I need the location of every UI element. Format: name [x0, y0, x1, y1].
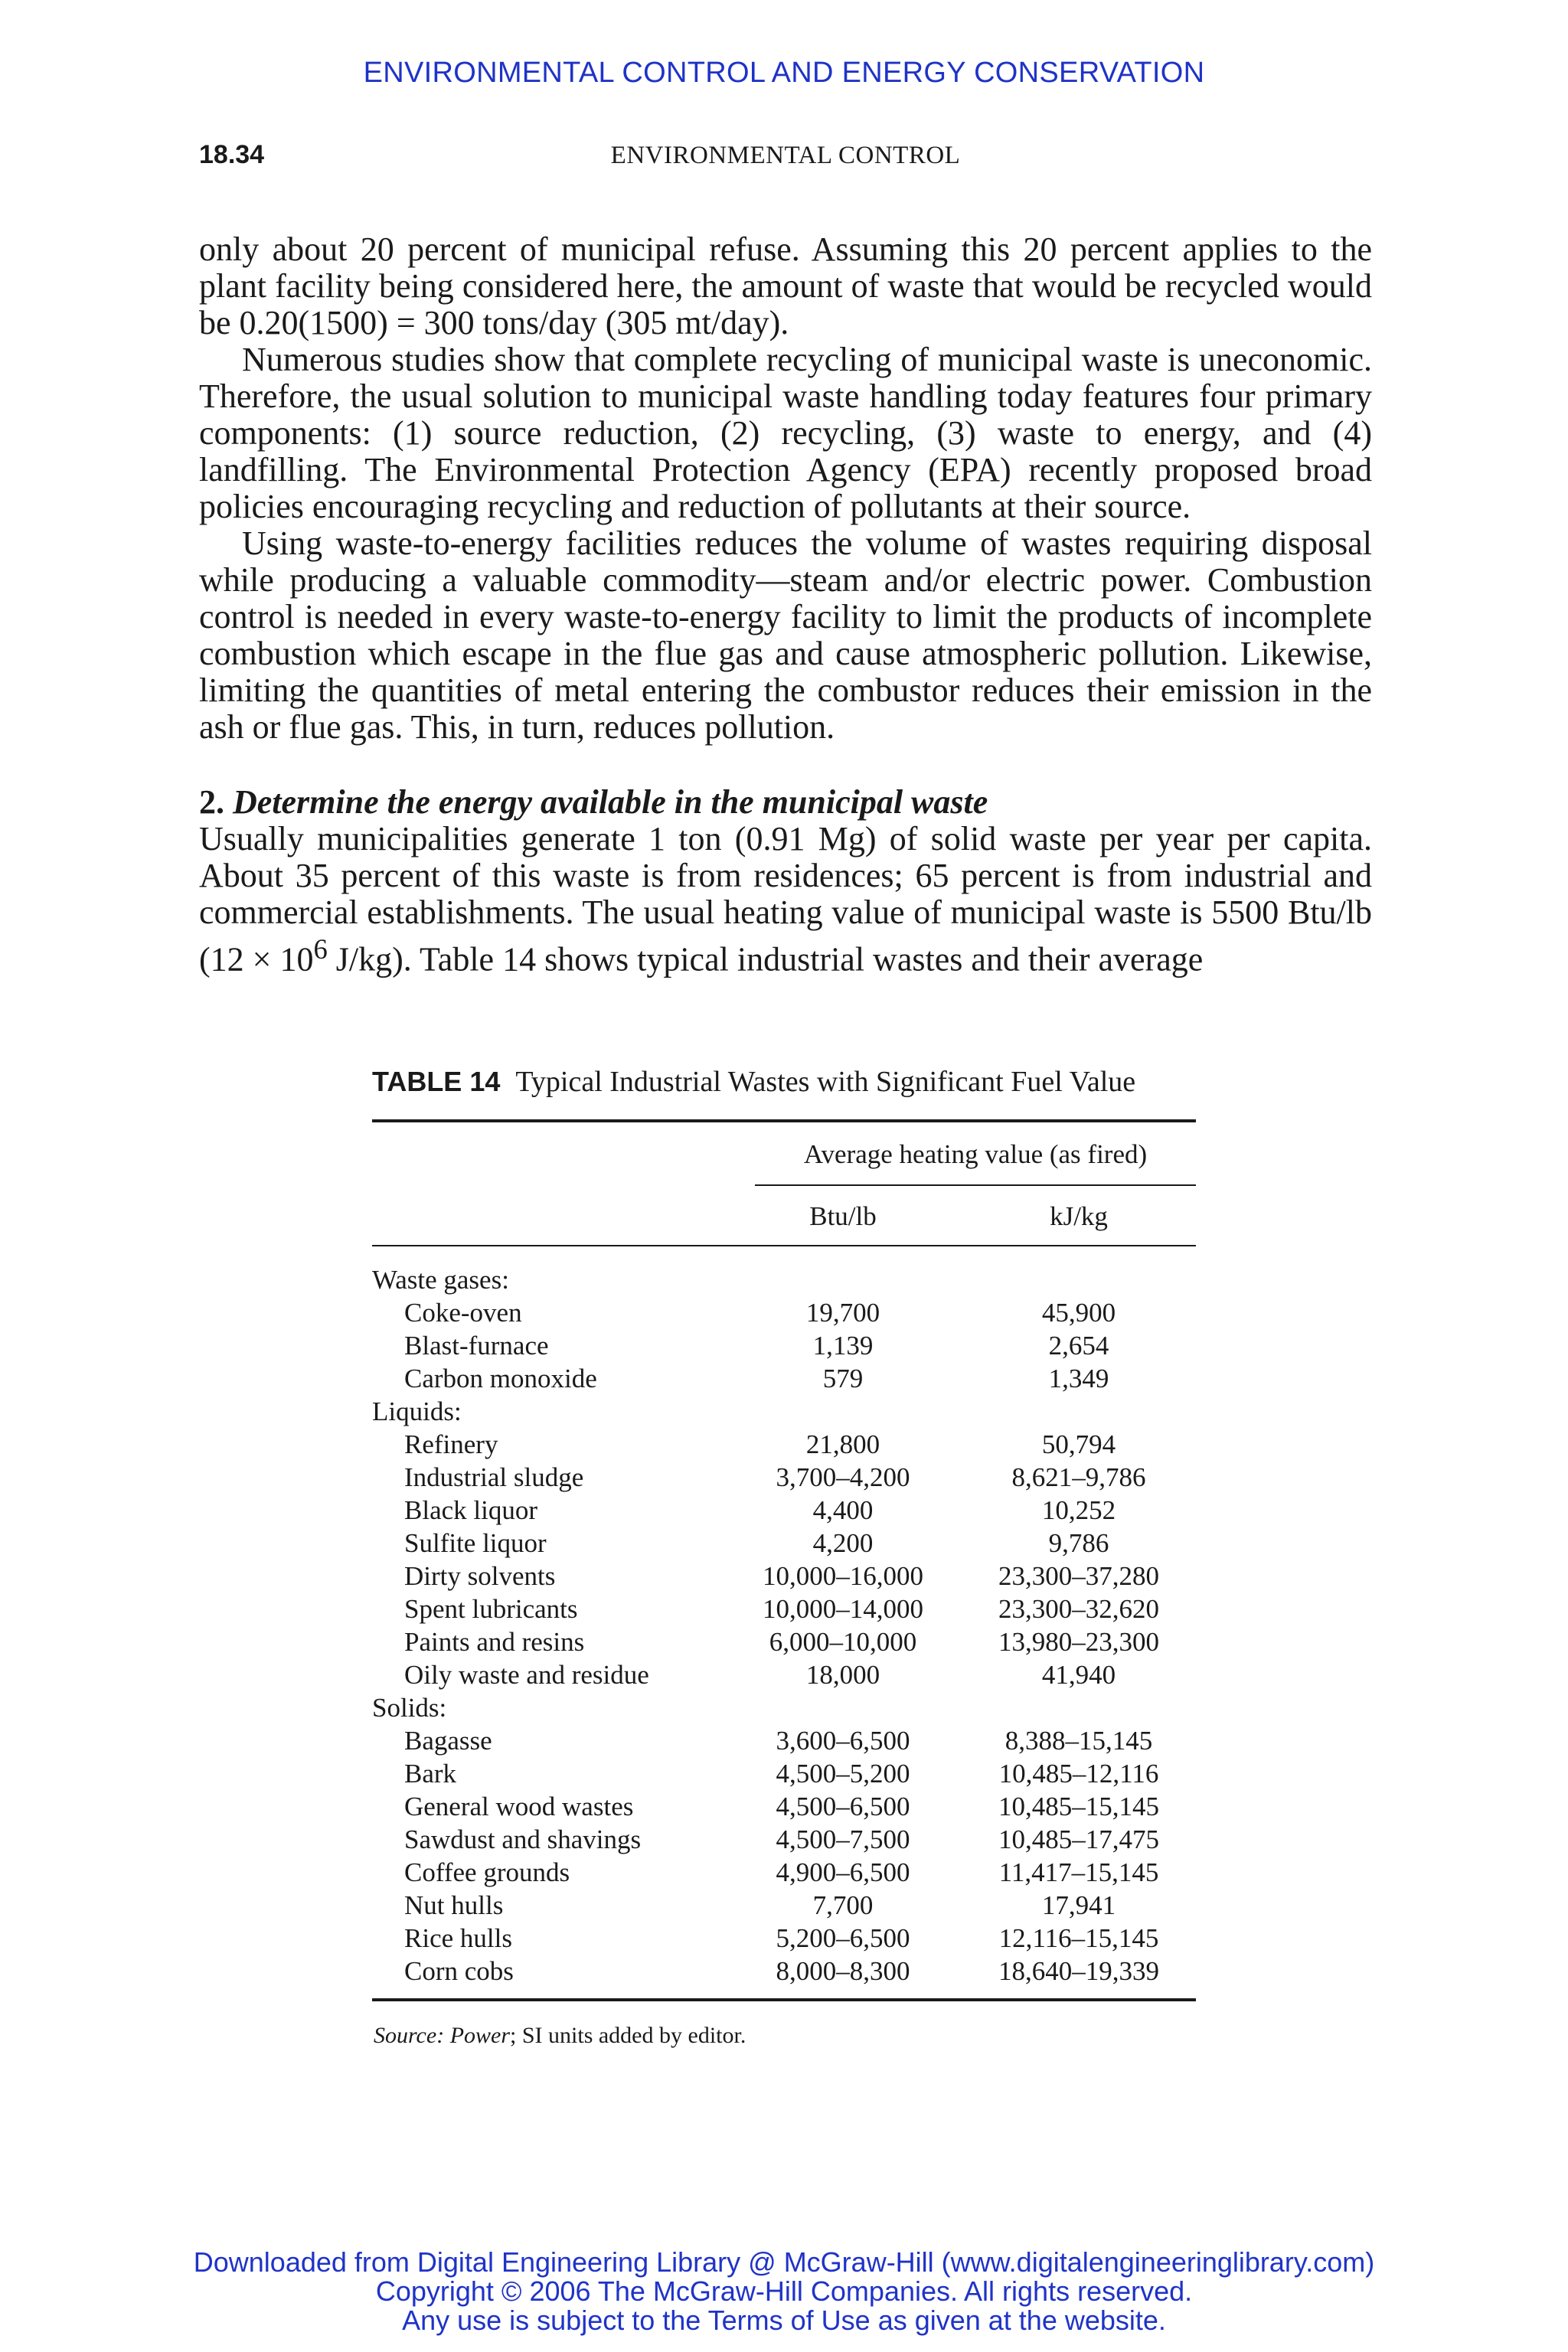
waste-name-cell: Coffee grounds: [404, 1857, 570, 1887]
btu-value-cell: 10,000–16,000: [763, 1561, 923, 1591]
waste-name-cell: Oily waste and residue: [404, 1660, 649, 1690]
heating-value-table: [372, 1122, 1196, 1998]
paragraph-2: Numerous studies show that complete recycling of municipal waste is uneconomic. Therefore, the usual solution to municipal waste handling today features four primary components: (1) source reduction, (2) recycling, (3) waste to energy, and (4) landfilling. The Environmental Protection Agency (EPA) recently proposed broad policies encouraging recycling and reduction of pollutants at their source.: [199, 341, 1372, 525]
paragraph-3: Using waste-to-energy facilities reduces the volume of wastes requiring disposal while producing a valuable commodity—steam and/or electric power. Combustion control is needed in every waste-to-energy facility to limit the products of incomplete combustion which escape in the flue gas and cause atmospheric pollution. Likewise, limiting the quantities of metal entering the combustor reduces their emission in the ash or flue gas. This, in turn, reduces pollution.: [199, 524, 1372, 746]
group-label: Waste gases:: [372, 1265, 509, 1295]
table-row: [372, 1823, 1196, 1856]
kj-value-cell: 8,621–9,786: [1011, 1462, 1146, 1492]
table-row: [372, 1658, 1196, 1691]
btu-value-cell: 19,700: [805, 1298, 880, 1328]
table-group-row: [372, 1395, 1196, 1428]
terms-notice: Any use is subject to the Terms of Use as given at the website.: [402, 2305, 1166, 2336]
waste-name-cell: Paints and resins: [404, 1627, 585, 1657]
kj-value-cell: 23,300–37,280: [998, 1561, 1159, 1591]
kj-value-cell: 2,654: [1048, 1331, 1109, 1361]
table-source-note: [372, 2023, 1196, 2049]
waste-name-cell: Bagasse: [404, 1726, 492, 1756]
table-row: [372, 1757, 1196, 1790]
kj-value-cell: 10,252: [1041, 1495, 1116, 1525]
table-14: [372, 1064, 1196, 2049]
btu-value-cell: 4,500–6,500: [776, 1792, 910, 1821]
kj-value-cell: 18,640–19,339: [998, 1956, 1159, 1986]
kj-value-cell: 1,349: [1048, 1364, 1109, 1393]
kj-value-cell: 50,794: [1041, 1429, 1116, 1459]
table-row: [372, 1955, 1196, 1998]
waste-name-cell: Rice hulls: [404, 1923, 512, 1953]
table-bottom-rule: [372, 1998, 1196, 2001]
step-2-text-start: Usually municipalities generate 1 ton (0.91 Mg) of solid waste per year per capita. About 35 percent of this waste is from residences; 65 percent is from industrial and commercial establishments. The usual heating value of municipal waste is 5500 Btu/lb (12 × 10: [199, 820, 1372, 978]
btu-value-cell: 4,900–6,500: [776, 1857, 910, 1887]
waste-name-cell: Spent lubricants: [404, 1594, 578, 1624]
table-row: [372, 1922, 1196, 1955]
table-row: [372, 1527, 1196, 1560]
waste-name-cell: Refinery: [404, 1429, 498, 1459]
table-group-row: [372, 1691, 1196, 1724]
btu-value-cell: 3,700–4,200: [776, 1462, 910, 1492]
kj-value-cell: 13,980–23,300: [998, 1627, 1159, 1657]
step-2-exponent: 6: [313, 933, 328, 965]
table-caption-text: Typical Industrial Wastes with Significant Fuel Value: [515, 1066, 1136, 1098]
download-notice: Downloaded from Digital Engineering Library @ McGraw-Hill (www.digitalengineeringlibrary.com): [193, 2246, 1375, 2278]
btu-value-cell: 3,600–6,500: [776, 1726, 910, 1756]
waste-name-cell: Sulfite liquor: [404, 1528, 547, 1558]
table-row: [372, 1296, 1196, 1329]
table-row: [372, 1461, 1196, 1494]
btu-value-cell: 18,000: [805, 1660, 880, 1690]
table-row: [372, 1856, 1196, 1889]
header-btu-per-lb: Btu/lb: [809, 1201, 877, 1231]
btu-value-cell: 4,400: [812, 1495, 874, 1525]
btu-value-cell: 7,700: [812, 1890, 874, 1920]
source-rest: ; SI units added by editor.: [510, 2023, 746, 2048]
table-group-row: [372, 1246, 1196, 1296]
table-caption: [372, 1064, 1153, 1099]
waste-name-cell: Nut hulls: [404, 1890, 504, 1920]
kj-value-cell: 9,786: [1048, 1528, 1109, 1558]
table-body: [372, 1246, 1196, 1998]
top-banner: ENVIRONMENTAL CONTROL AND ENERGY CONSERVATION: [363, 57, 1205, 89]
header-blank-2: [372, 1185, 755, 1245]
table-row: [372, 1428, 1196, 1461]
btu-value-cell: 6,000–10,000: [769, 1627, 917, 1657]
btu-value-cell: 21,800: [805, 1429, 880, 1459]
kj-value-cell: 41,940: [1041, 1660, 1116, 1690]
waste-name-cell: Bark: [404, 1759, 457, 1788]
table-row: [372, 1889, 1196, 1922]
step-2-number: 2.: [199, 783, 224, 821]
btu-value-cell: 4,500–5,200: [776, 1759, 910, 1788]
kj-value-cell: 45,900: [1041, 1298, 1116, 1328]
table-label: TABLE 14: [372, 1066, 501, 1097]
waste-name-cell: Black liquor: [404, 1495, 537, 1525]
bottom-banner: [0, 2248, 1568, 2335]
waste-name-cell: Dirty solvents: [404, 1561, 556, 1591]
kj-value-cell: 10,485–15,145: [998, 1792, 1159, 1821]
kj-value-cell: 10,485–17,475: [998, 1824, 1159, 1854]
paragraph-1: only about 20 percent of municipal refuse. Assuming this 20 percent applies to the plant facility being considered here, the amount of waste that would be recycled would be 0.20(1500) = 300 tons/day (305 mt/day).: [199, 230, 1372, 341]
btu-value-cell: 8,000–8,300: [776, 1956, 910, 1986]
btu-value-cell: 5,200–6,500: [776, 1923, 910, 1953]
kj-value-cell: 17,941: [1041, 1890, 1116, 1920]
waste-name-cell: Coke-oven: [404, 1298, 522, 1328]
table-row: [372, 1625, 1196, 1658]
table-row: [372, 1560, 1196, 1592]
table-row: [372, 1724, 1196, 1757]
running-head-title: ENVIRONMENTAL CONTROL: [610, 142, 961, 169]
body-text-intro: [199, 231, 1372, 746]
step-2-text-end: J/kg). Table 14 shows typical industrial wastes and their average: [327, 940, 1204, 978]
source-label: Source:: [374, 2023, 445, 2048]
table-row: [372, 1592, 1196, 1625]
btu-value-cell: 4,200: [812, 1528, 874, 1558]
source-name: Power: [449, 2023, 511, 2048]
table-row: [372, 1494, 1196, 1527]
table-row: [372, 1329, 1196, 1362]
btu-value-cell: 1,139: [812, 1331, 874, 1361]
waste-name-cell: Blast-furnace: [404, 1331, 549, 1361]
group-label: Liquids:: [372, 1396, 462, 1426]
header-kj-per-kg: kJ/kg: [1050, 1201, 1108, 1231]
kj-value-cell: 11,417–15,145: [998, 1857, 1159, 1887]
waste-name-cell: General wood wastes: [404, 1792, 634, 1821]
step-2-title: Determine the energy available in the municipal waste: [233, 783, 988, 821]
step-2-section: [199, 784, 1372, 978]
waste-name-cell: Corn cobs: [404, 1956, 514, 1986]
group-label: Solids:: [372, 1693, 447, 1723]
btu-value-cell: 4,500–7,500: [776, 1824, 910, 1854]
kj-value-cell: 12,116–15,145: [998, 1923, 1159, 1953]
waste-name-cell: Industrial sludge: [404, 1462, 584, 1492]
waste-name-cell: Sawdust and shavings: [404, 1824, 642, 1854]
step-2-paragraph: [199, 821, 1372, 978]
table-row: [372, 1790, 1196, 1823]
header-blank: [372, 1122, 755, 1185]
btu-value-cell: 579: [822, 1364, 864, 1393]
btu-value-cell: 10,000–14,000: [763, 1594, 923, 1624]
waste-name-cell: Carbon monoxide: [404, 1364, 597, 1393]
table-row: [372, 1362, 1196, 1395]
kj-value-cell: 23,300–32,620: [998, 1594, 1159, 1624]
kj-value-cell: 8,388–15,145: [1004, 1726, 1153, 1756]
step-2-heading: [199, 784, 1372, 821]
running-head: [199, 140, 1372, 178]
page-number: 18.34: [199, 140, 265, 169]
kj-value-cell: 10,485–12,116: [998, 1759, 1159, 1788]
header-average-heating-value: Average heating value (as fired): [755, 1122, 1196, 1185]
copyright-notice: Copyright © 2006 The McGraw-Hill Companies. All rights reserved.: [375, 2275, 1193, 2307]
